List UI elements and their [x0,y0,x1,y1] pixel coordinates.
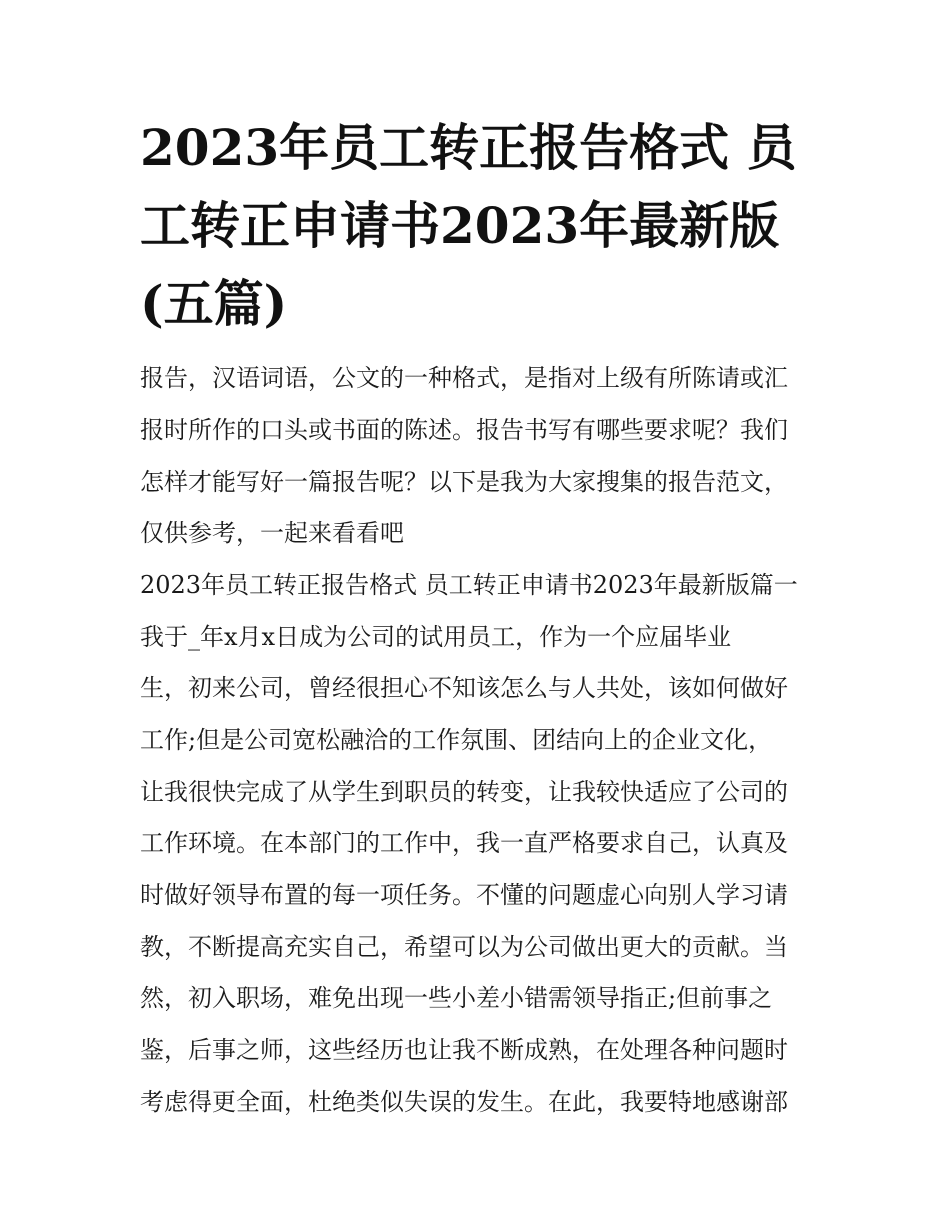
body-line-4: 仅供参考，一起来看看吧 [140,519,404,547]
body-line-13: 然，初入职场，难免出现一些小差小错需领导指正;但前事之 [140,984,773,1012]
body-line-6: 我于_年x月x日成为公司的试用员工，作为一个应届毕业 [140,623,732,651]
body-line-10: 工作环境。在本部门的工作中，我一直严格要求自己，认真及 [140,829,788,857]
body-line-1: 报告，汉语词语，公文的一种格式，是指对上级有所陈请或汇 [140,364,788,392]
title-line-2: 工转正申请书2023年最新版 [140,196,780,255]
body-line-3: 怎样才能写好一篇报告呢？以下是我为大家搜集的报告范文， [140,468,788,496]
body-line-9: 让我很快完成了从学生到职员的转变，让我较快适应了公司的 [140,778,788,806]
section-heading: 2023年员工转正报告格式 员工转正申请书2023年最新版篇一 [140,571,798,599]
title-line-3: (五篇) [140,274,288,333]
body-line-2: 报时所作的口头或书面的陈述。报告书写有哪些要求呢？我们 [140,416,788,444]
body-line-8: 工作;但是公司宽松融洽的工作氛围、团结向上的企业文化， [140,726,773,754]
body-line-12: 教，不断提高充实自己，希望可以为公司做出更大的贡献。当 [140,933,788,961]
body-line-14: 鉴，后事之师，这些经历也让我不断成熟，在处理各种问题时 [140,1036,788,1064]
body-line-15: 考虑得更全面，杜绝类似失误的发生。在此，我要特地感谢部 [140,1088,788,1116]
body-line-11: 时做好领导布置的每一项任务。不懂的问题虚心向别人学习请 [140,881,788,909]
title-line-1: 2023年员工转正报告格式 员 [140,118,797,177]
body-line-7: 生，初来公司，曾经很担心不知该怎么与人共处，该如何做好 [140,674,788,702]
